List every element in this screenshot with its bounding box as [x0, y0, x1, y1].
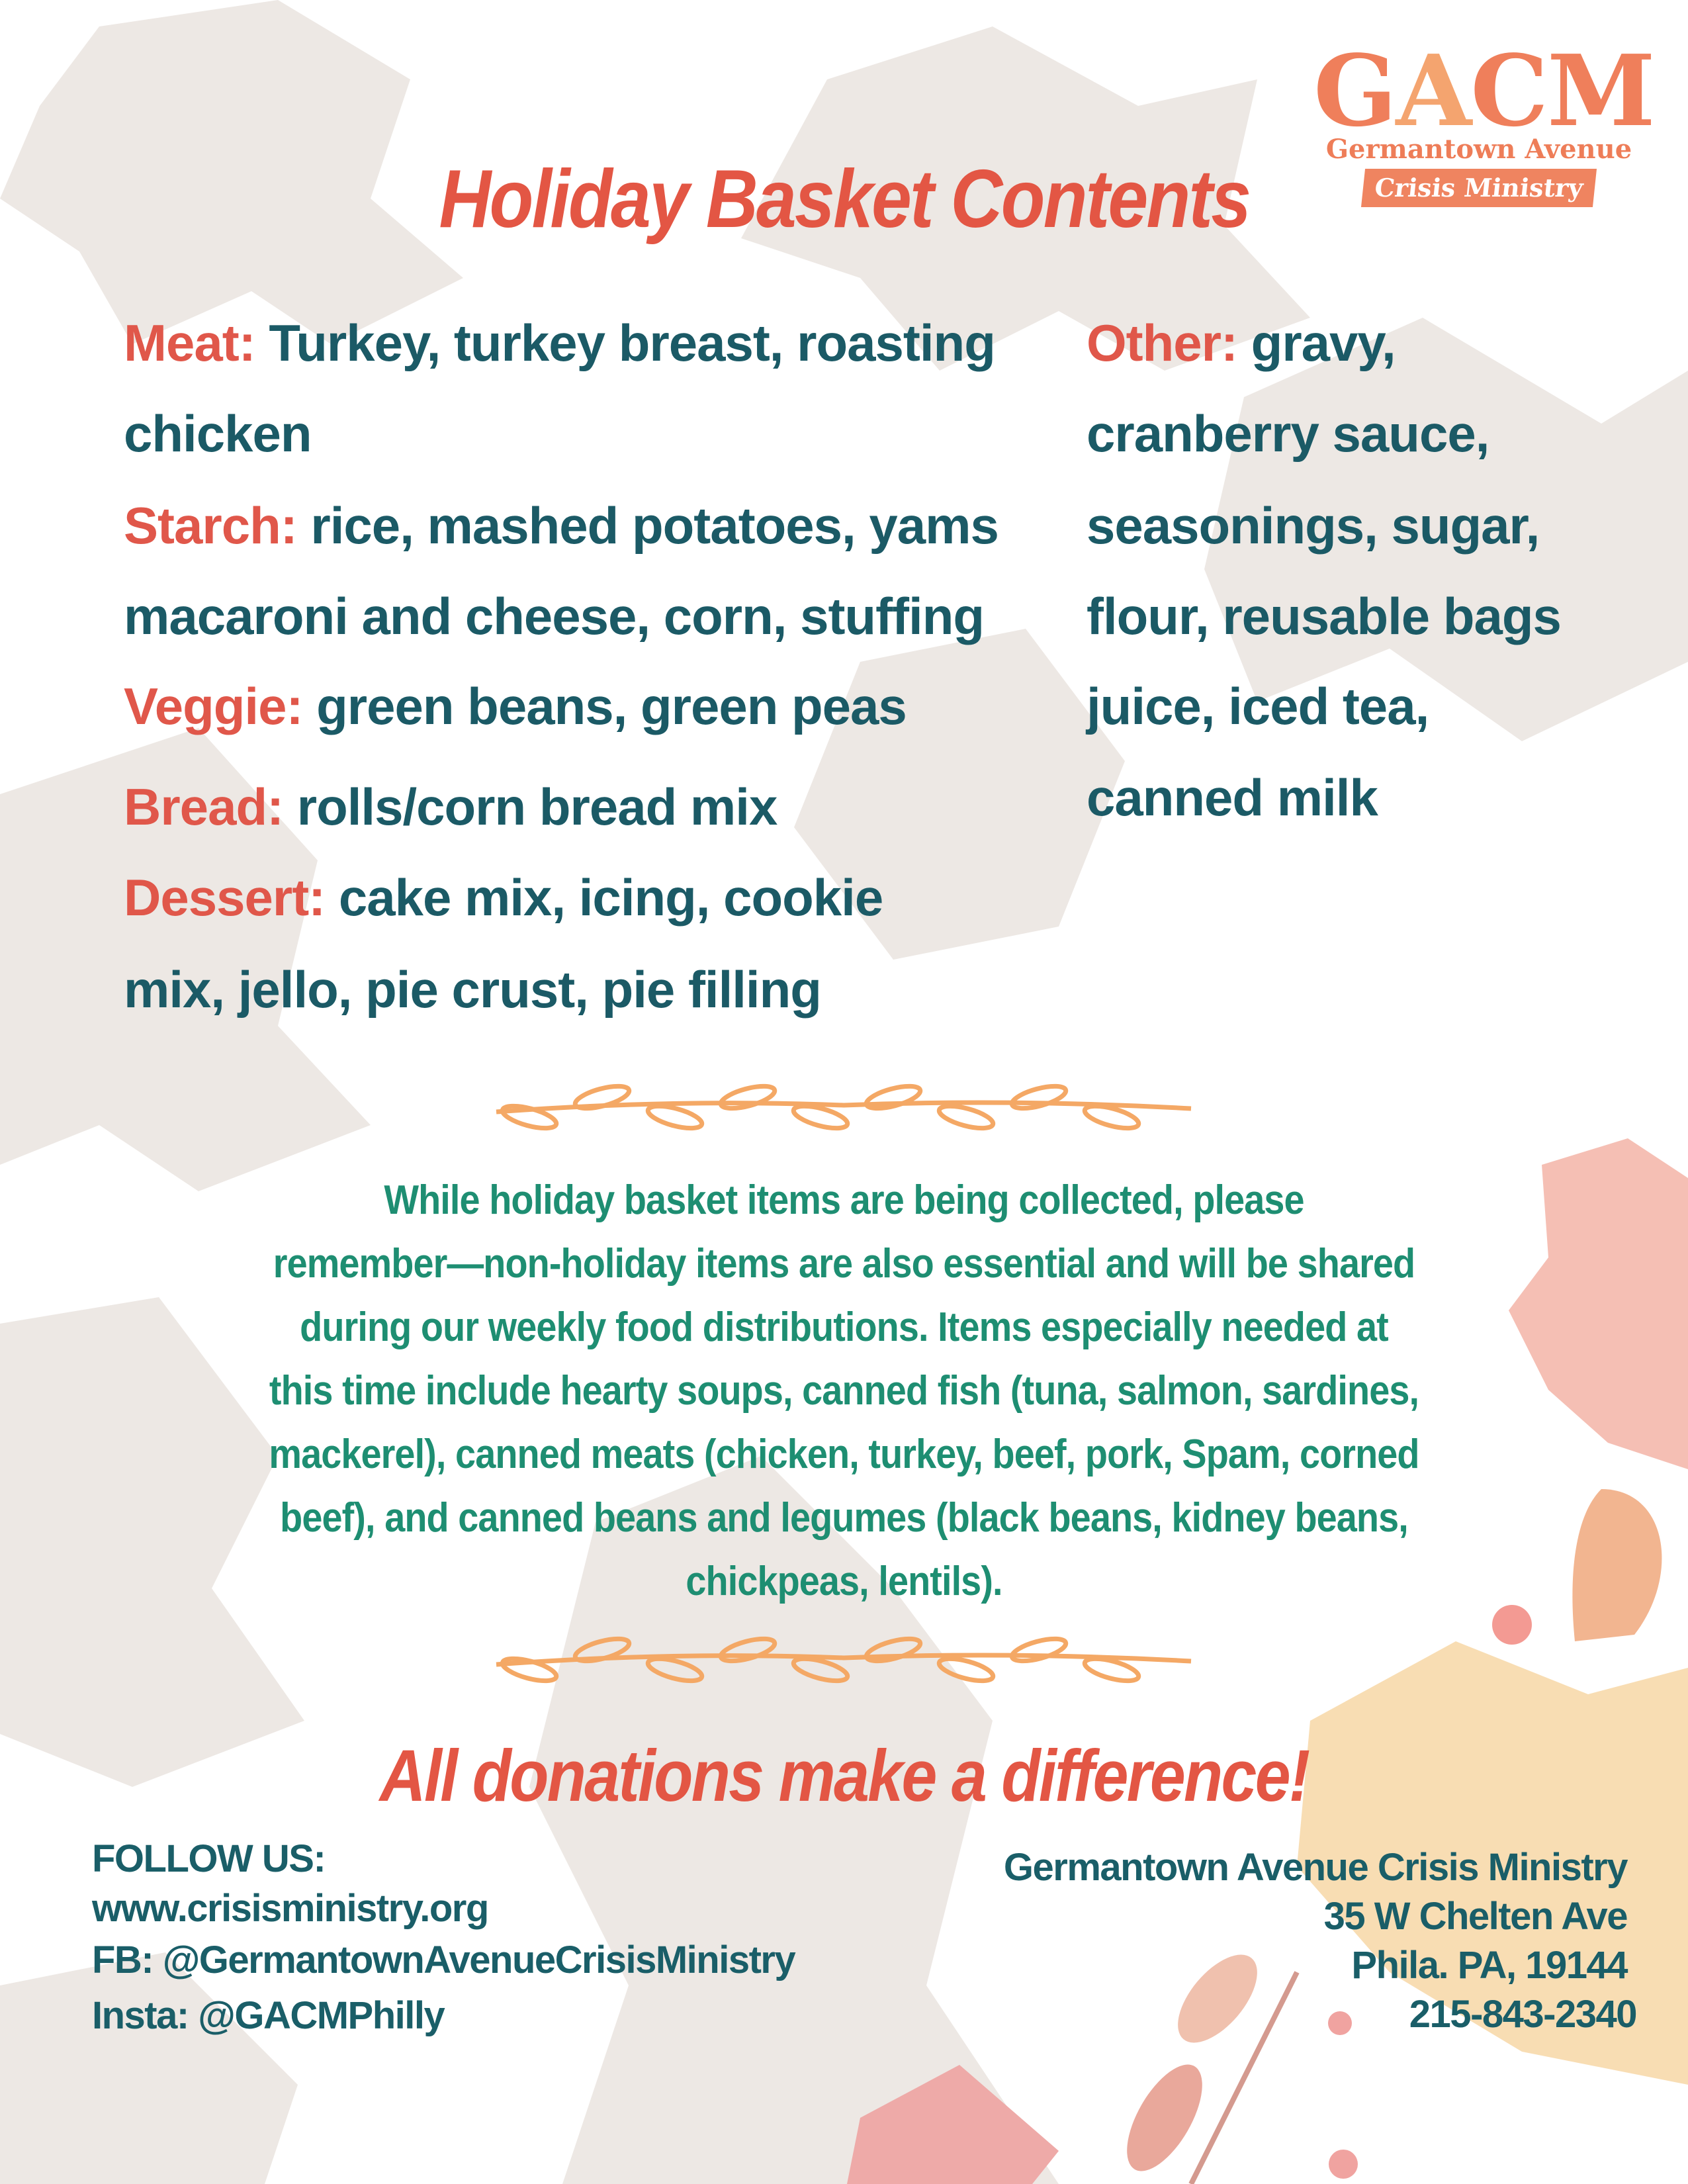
phone-number: 215-843-2340	[1409, 1993, 1636, 2036]
category-items: macaroni and cheese, corn, stuffing	[124, 587, 984, 645]
basket-item-line	[1087, 313, 1396, 373]
vine-leaf	[573, 1635, 631, 1666]
category-items: rolls/corn bread mix	[283, 778, 777, 836]
category-label: Meat:	[124, 314, 255, 372]
address-street: 35 W Chelten Ave	[1323, 1895, 1627, 1938]
category-label: Dessert:	[124, 868, 326, 927]
message-line: this time include hearty soups, canned fish (tuna, salmon, sardines,	[269, 1368, 1419, 1414]
message-line: remember—non-holiday items are also essential and will be shared	[273, 1241, 1415, 1287]
leaf	[1163, 1941, 1272, 2056]
basket-item-line	[124, 777, 777, 837]
logo-line2: Crisis Ministry	[1361, 169, 1597, 207]
tagline-text: All donations make a difference!	[379, 1735, 1309, 1817]
category-label: Other:	[1087, 314, 1237, 372]
category-items: cake mix, icing, cookie	[325, 868, 883, 927]
basket-item-line	[124, 868, 883, 928]
basket-item-line	[124, 586, 984, 647]
vine-leaf	[719, 1082, 777, 1113]
basket-item-line	[124, 404, 311, 464]
page-title	[0, 152, 1688, 246]
logo-letters: GACM	[1313, 33, 1654, 148]
category-label: Starch:	[124, 496, 297, 555]
address-city: Phila. PA, 19144	[1351, 1944, 1627, 1987]
category-items: green beans, green peas	[302, 677, 907, 735]
basket-item-line	[124, 676, 907, 737]
basket-item-line	[1087, 768, 1378, 828]
vine-leaf	[864, 1082, 922, 1113]
instagram-handle[interactable]: Insta: @GACMPhilly	[92, 1994, 445, 2037]
vine-leaf	[937, 1655, 995, 1686]
category-items: rice, mashed potatoes, yams	[296, 496, 999, 555]
category-items: flour, reusable bags	[1087, 587, 1561, 645]
basket-item-line	[1087, 586, 1561, 647]
message-line: beef), and canned beans and legumes (black beans, kidney beans,	[280, 1495, 1408, 1541]
vine-leaf	[646, 1102, 704, 1133]
tagline	[0, 1734, 1688, 1818]
berry	[1329, 2150, 1358, 2179]
message-line: While holiday basket items are being collected, please	[384, 1177, 1304, 1223]
logo-line1: Germantown Avenue	[1325, 134, 1632, 165]
category-items: juice, iced tea,	[1087, 677, 1429, 735]
berry	[1328, 2011, 1352, 2035]
vine-leaf	[646, 1655, 704, 1686]
vine-divider-bottom	[483, 1631, 1204, 1691]
vine-divider-top	[483, 1079, 1204, 1138]
message-paragraph	[0, 1169, 1688, 1614]
message-line: mackerel), canned meats (chicken, turkey, beef, pork, Spam, corned	[269, 1432, 1419, 1477]
basket-item-line	[1087, 676, 1429, 737]
basket-item-line	[124, 960, 821, 1020]
facebook-handle[interactable]: FB: @GermantownAvenueCrisisMinistry	[92, 1938, 795, 1981]
leaf-shape	[0, 1952, 298, 2184]
category-label: Veggie:	[124, 677, 303, 735]
category-items: chicken	[124, 404, 312, 463]
vine-leaf	[864, 1635, 922, 1666]
message-line: during our weekly food distributions. Items especially needed at	[300, 1304, 1388, 1350]
category-items: Turkey, turkey breast, roasting	[255, 314, 995, 372]
page-title-text: Holiday Basket Contents	[439, 154, 1249, 245]
category-items: canned milk	[1087, 768, 1378, 827]
vine-leaf	[573, 1082, 631, 1113]
message-line: chickpeas, lentils).	[686, 1559, 1002, 1604]
category-items: gravy,	[1237, 314, 1396, 372]
basket-item-line	[124, 313, 995, 373]
vine-leaf	[1010, 1082, 1068, 1113]
vine-leaf	[1010, 1635, 1068, 1666]
basket-item-line	[124, 496, 999, 556]
category-items: seasonings, sugar,	[1087, 496, 1540, 555]
website-link[interactable]: www.crisisministry.org	[92, 1887, 488, 1930]
vine-leaf	[937, 1102, 995, 1133]
category-items: cranberry sauce,	[1087, 404, 1489, 463]
vine-leaf	[719, 1635, 777, 1666]
basket-item-line	[1087, 496, 1539, 556]
category-label: Bread:	[124, 778, 284, 836]
follow-heading: FOLLOW US:	[92, 1837, 326, 1880]
basket-item-line	[1087, 404, 1489, 464]
category-items: mix, jello, pie crust, pie filling	[124, 960, 821, 1019]
address-name: Germantown Avenue Crisis Ministry	[1003, 1846, 1627, 1889]
